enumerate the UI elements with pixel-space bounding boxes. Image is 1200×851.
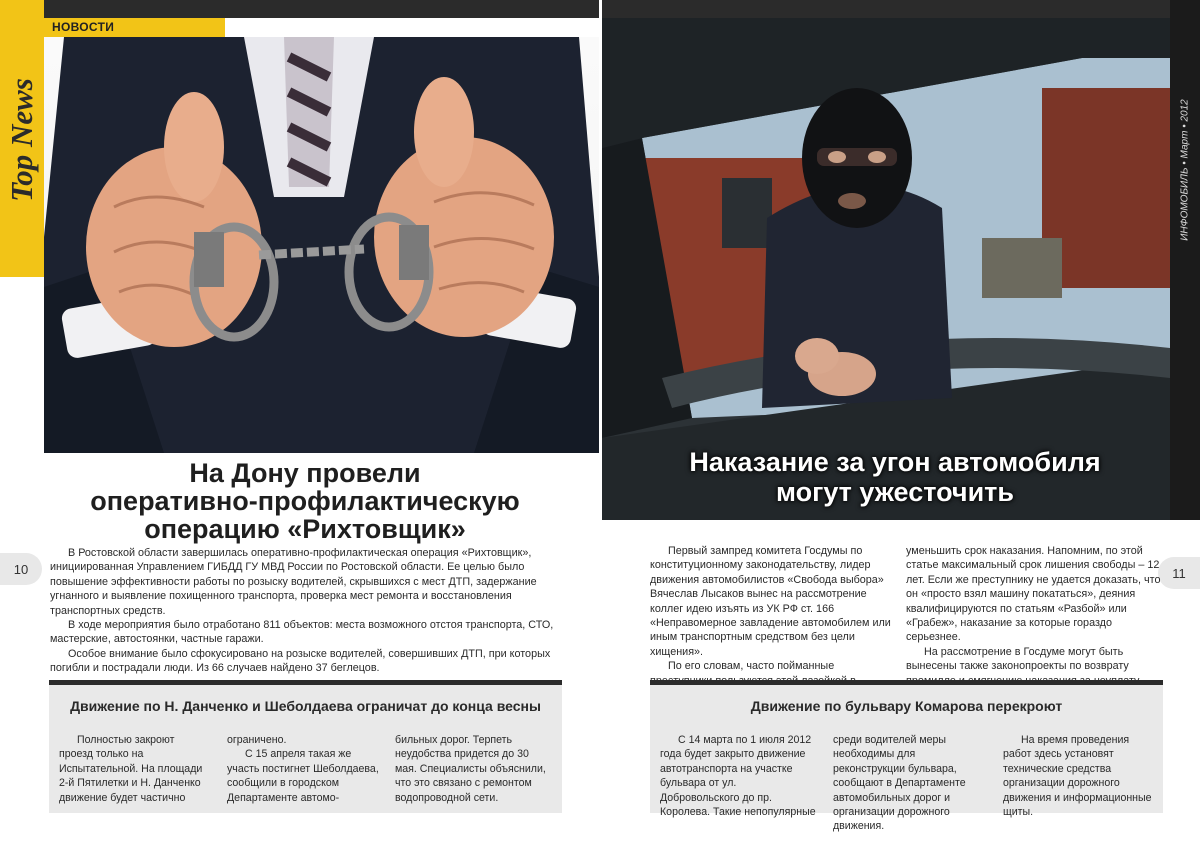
right-headline-line-2: могут ужесточить	[775, 477, 1015, 507]
side-title: Top News	[4, 78, 39, 202]
box-column: среди водителей меры необходимы для реконструкции бульвара, сообщают в Департаменте автомобильных дорог и организации дорожного движения.	[833, 734, 966, 833]
left-headline	[20, 459, 590, 543]
top-bar-left	[44, 0, 599, 18]
news-box-left	[49, 680, 562, 813]
right-headline-line-1: Наказание за угон автомобиля	[689, 447, 1101, 477]
paragraph: По его словам, часто пойманные	[668, 660, 835, 673]
box-column: На время проведения работ здесь установят технические средства организации дорожного движения и информационные щиты.	[1003, 734, 1152, 819]
right-article-col-2	[906, 544, 1164, 702]
box-column: С 14 марта по 1 июля 2012 года будет закрыто движение автотранспорта на участке бульвара от ул. Добровольского до пр. Королева. Такие непопулярные	[660, 734, 816, 819]
section-label: НОВОСТИ	[44, 18, 225, 37]
news-box-right	[650, 680, 1163, 833]
left-headline-line-1: На Дону провели	[189, 458, 421, 488]
box-title: Движение по Н. Данченко и Шеболдаева ограничат до конца весны	[70, 698, 541, 714]
box-column: ограничено. С 15 апреля такая же участь постигнет Шеболдаева, сообщили в городском Департаменте автомо-	[227, 734, 379, 804]
left-headline-line-2: оперативно-профилактическую	[90, 486, 520, 516]
paragraph: Особое внимание было сфокусировано на розыске водителей, совершивших ДТП, при которых погибли и пострадали люди. Из 66 случаев найдено 37 беглецов.	[50, 647, 551, 675]
paragraph: В ходе мероприятия было отработано 811 объектов: места возможного отстоя транспорта, СТО, мастерские, автостоянки, частные гаражи.	[50, 619, 554, 646]
paragraph: В Ростовской области завершилась оперативно-профилактическая операция «Рихтовщик», инициированная Управлением ГИБДД ГУ МВД России по Ростовской области. Ее целью было повышение эффективности работы по розыску водителей, скрывшихся с мест ДТП, задержание угнанного и выявление похищенного транспорта, проверка мест ремонта и восстановления транспортных средств.	[50, 547, 537, 617]
magazine-edge-label: ИНФОМОБИЛЬ • Март • 2012	[1179, 99, 1191, 241]
box-column: Полностью закроют проезд только на Испытательной. На площади 2-й Пятилетки и Н. Данченко движение будет частично	[59, 734, 203, 804]
paragraph: Первый зампред комитета Госдумы по конституционному законодательству, лидер движения автомобилистов «Свобода выбора» Вячеслав Лысаков вынес на рассмотрение коллег идею изъять из УК РФ ст. 166 «Неправомерное завладение автомобилем или иным транспортным средством без цели хищения».	[650, 545, 891, 658]
car-thief-photo	[602, 18, 1170, 520]
right-edge-strip	[1170, 0, 1200, 520]
box-column: бильных дорог. Терпеть неудобства придется до 30 мая. Специалисты объяснили, что это связано с ремонтом водопроводной сети.	[395, 734, 546, 804]
paragraph: На рассмотрение в Госдуме могут быть вынесены также законопроекты по возврату	[906, 645, 1129, 673]
box-title: Движение по бульвару Комарова перекроют	[750, 698, 1063, 714]
paragraph: С 15 апреля такая же участь постигнет Шеболдаева, сообщили в городском Департаменте автомо-	[227, 748, 379, 804]
right-article-col-1	[650, 544, 895, 702]
top-bar-right	[602, 0, 1170, 18]
page-number-right: 11	[1158, 557, 1200, 589]
left-article-body	[50, 546, 562, 676]
right-headline	[640, 447, 1150, 507]
left-headline-line-3: операцию «Рихтовщик»	[144, 514, 466, 544]
page-number-left: 10	[0, 553, 42, 585]
paragraph: уменьшить срок наказания. Напомним, по этой статье максимальный срок лишения свободы – 12 лет. Если же преступнику не удается доказать, что он «просто взял машину покататься», деяния квалифицируются по статьям «Разбой» или «Грабеж», наказание за которые гораздо серьезнее.	[906, 545, 1161, 644]
handcuffs-photo	[44, 37, 599, 453]
